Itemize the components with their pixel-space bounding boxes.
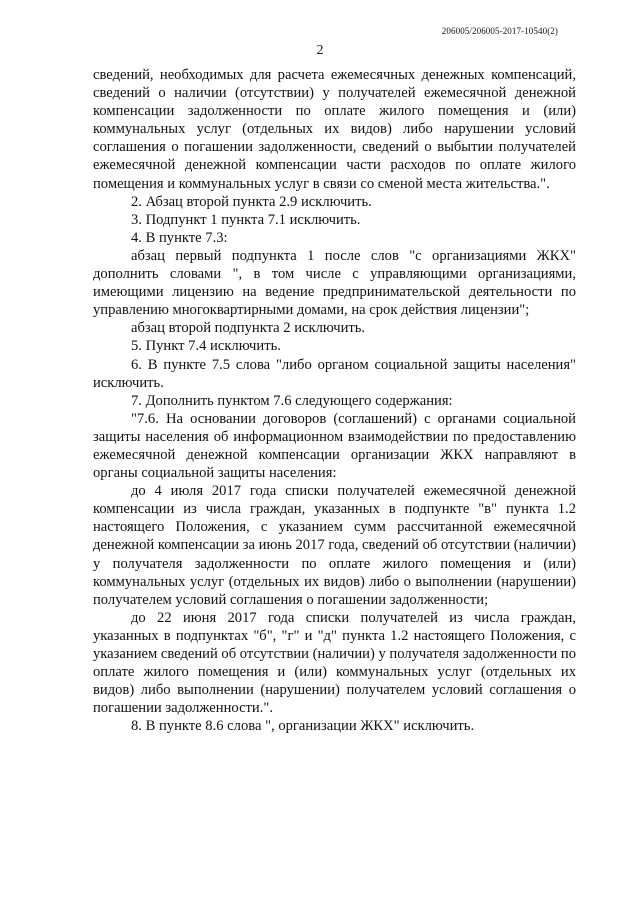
document-id: 206005/206005-2017-10540(2) [441,26,558,36]
paragraph-item-6: 6. В пункте 7.5 слова "либо органом социальной защиты населения" исключить. [93,356,576,391]
paragraph-item-7: 7. Дополнить пунктом 7.6 следующего содержания: [131,392,453,409]
paragraph-item-4-subparagraph-2: абзац второй подпункта 2 исключить. [131,320,366,337]
page-number: 2 [316,43,324,58]
paragraph-deadline-june-22: до 22 июня 2017 года списки получателей из числа граждан, указанных в подпунктах "б", "г" и "д" пункта 1.2 настоящего Положения, с указанием сведений об отсутствии (наличии) у получателя задолженности по оплате жилого помещения и (или) коммунальных услуг (отдельных их видов) либо выполнении (нарушении) получателем условий соглашения о погашении задолженности.". [93,609,576,717]
paragraph-item-4: 4. В пункте 7.3: [131,229,228,246]
paragraph-deadline-july-4: до 4 июля 2017 года списки получателей ежемесячной денежной компенсации из числа граждан, указанных в подпункте "в" пункта 1.2 настоящего Положения, с указанием сумм рассчитанной ежемесячной денежной компенсации за июнь 2017 года, сведений об отсутствии (наличии) у получателя задолженности по оплате жилого помещения и (или) коммунальных услуг (отдельных их видов) либо о выполнении (нарушении) получателем условий соглашения о погашении задолженности; [93,483,576,608]
paragraph-item-8: 8. В пункте 8.6 слова ", организации ЖКХ" исключить. [131,718,475,735]
document-body [93,66,576,735]
paragraph-item-3: 3. Подпункт 1 пункта 7.1 исключить. [131,211,361,228]
paragraph-clause-7-6: "7.6. На основании договоров (соглашений) с органами социальной защиты населения об информационном взаимодействии по предоставлению ежемесячной денежной компенсации организации ЖКХ направляют в органы социальной защиты населения: [93,410,576,482]
paragraph-info-list: сведений, необходимых для расчета ежемесячных денежных компенсаций, сведений о наличии (отсутствии) у получателей ежемесячной денежной компенсации задолженности по оплате жилого помещения и (или) коммунальных услуг (отдельных их видов) либо нарушении условий соглашения о погашении задолженности, сведений о выбытии получателей ежемесячной денежной компенсации части расходов по оплате жилого помещения и коммунальных услуг в связи со сменой места жительства.". [93,67,576,192]
paragraph-item-4-subparagraph-1: абзац первый подпункта 1 после слов "с организациями ЖКХ" дополнить словами ", в том числе с управляющими организациями, имеющими лицензию на ведение предпринимательской деятельности по управлению многоквартирными домами, на срок действия лицензии"; [93,247,576,319]
paragraph-item-2: 2. Абзац второй пункта 2.9 исключить. [131,193,372,210]
paragraph-item-5: 5. Пункт 7.4 исключить. [131,338,281,355]
